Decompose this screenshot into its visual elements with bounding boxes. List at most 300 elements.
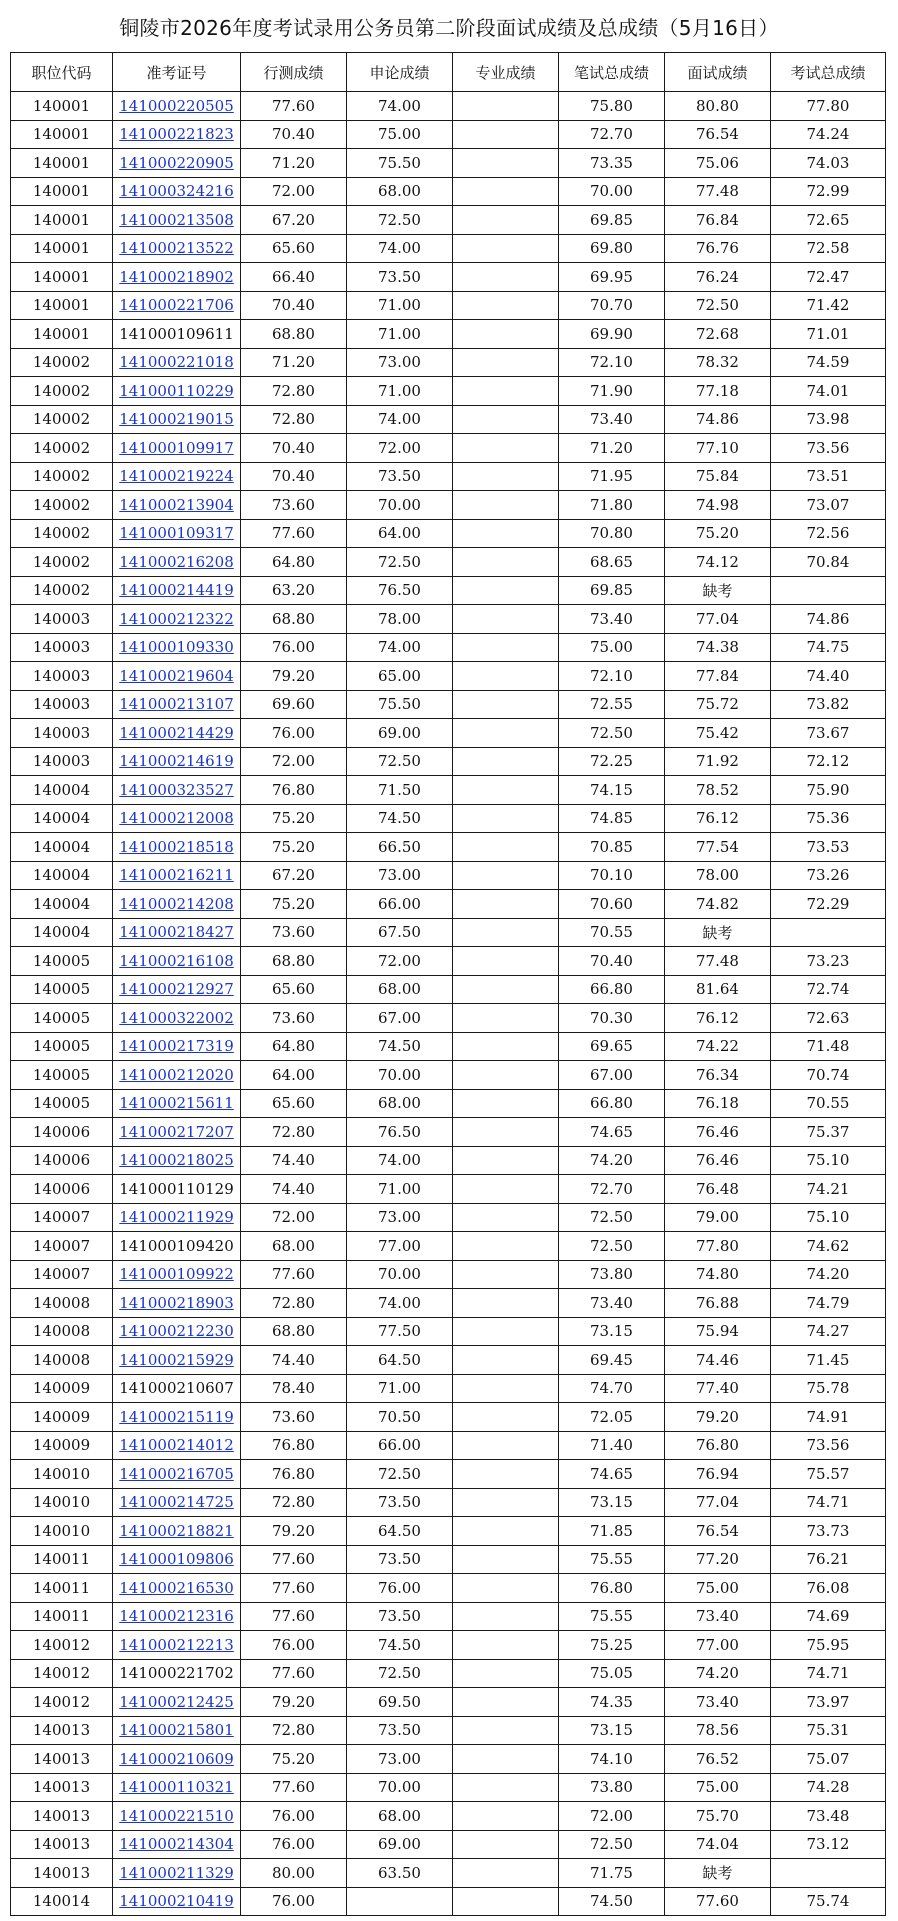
admission-number-cell: [113, 833, 241, 862]
admission-number-link[interactable]: 141000221510: [119, 1806, 234, 1825]
admission-number-cell: [113, 662, 241, 691]
admission-number-link[interactable]: 141000216705: [119, 1464, 234, 1483]
admission-number-link[interactable]: 141000218902: [119, 267, 234, 286]
written-total-cell: 74.65: [559, 1460, 665, 1489]
essay-score-cell: 74.50: [347, 1631, 453, 1660]
position-code-cell: 140006: [11, 1146, 113, 1175]
admission-number-cell: [113, 776, 241, 805]
table-row: [11, 633, 886, 662]
admission-number-cell: [113, 234, 241, 263]
essay-score-cell: 64.00: [347, 519, 453, 548]
admission-number-link[interactable]: 141000214012: [119, 1436, 234, 1455]
professional-score-cell: [453, 1260, 559, 1289]
admission-number-link[interactable]: 141000212230: [119, 1322, 234, 1341]
aptitude-score-cell: 70.40: [241, 291, 347, 320]
admission-number-link[interactable]: 141000109317: [119, 524, 234, 543]
final-total-cell: 75.07: [771, 1745, 886, 1774]
admission-number-link[interactable]: 141000110321: [119, 1778, 234, 1797]
admission-number-cell: [113, 605, 241, 634]
admission-number-link[interactable]: 141000214429: [119, 723, 234, 742]
admission-number-link[interactable]: 141000214725: [119, 1493, 234, 1512]
professional-score-cell: [453, 890, 559, 919]
interview-score-cell: 74.82: [665, 890, 771, 919]
professional-score-cell: [453, 804, 559, 833]
interview-score-cell: 76.24: [665, 263, 771, 292]
professional-score-cell: [453, 1175, 559, 1204]
admission-number-link[interactable]: 141000212213: [119, 1635, 234, 1654]
written-total-cell: 73.15: [559, 1488, 665, 1517]
aptitude-score-cell: 70.40: [241, 462, 347, 491]
final-total-cell: 75.10: [771, 1203, 886, 1232]
admission-number-link[interactable]: 141000215801: [119, 1721, 234, 1740]
aptitude-score-cell: 73.60: [241, 1004, 347, 1033]
position-code-cell: 140009: [11, 1403, 113, 1432]
admission-number-link[interactable]: 141000210609: [119, 1749, 234, 1768]
aptitude-score-cell: 71.20: [241, 348, 347, 377]
position-code-cell: 140003: [11, 690, 113, 719]
col-header-admission-number: 准考证号: [113, 53, 241, 92]
aptitude-score-cell: 77.60: [241, 1574, 347, 1603]
essay-score-cell: 74.00: [347, 1146, 453, 1175]
professional-score-cell: [453, 633, 559, 662]
admission-number-cell: [113, 1431, 241, 1460]
admission-number-link[interactable]: 141000215119: [119, 1407, 234, 1426]
final-total-cell: 73.23: [771, 947, 886, 976]
professional-score-cell: [453, 1488, 559, 1517]
written-total-cell: 70.30: [559, 1004, 665, 1033]
admission-number-link[interactable]: 141000217319: [119, 1037, 234, 1056]
professional-score-cell: [453, 1346, 559, 1375]
essay-score-cell: 68.00: [347, 1089, 453, 1118]
written-total-cell: 73.35: [559, 149, 665, 178]
final-total-cell: 74.28: [771, 1773, 886, 1802]
written-total-cell: 72.70: [559, 120, 665, 149]
professional-score-cell: [453, 1004, 559, 1033]
professional-score-cell: [453, 662, 559, 691]
written-total-cell: 70.85: [559, 833, 665, 862]
table-row: [11, 690, 886, 719]
essay-score-cell: 75.00: [347, 120, 453, 149]
final-total-cell: 73.51: [771, 462, 886, 491]
interview-score-cell: 缺考: [665, 1859, 771, 1888]
essay-score-cell: [347, 1887, 453, 1916]
aptitude-score-cell: 71.20: [241, 149, 347, 178]
written-total-cell: 72.55: [559, 690, 665, 719]
admission-number-cell: [113, 975, 241, 1004]
written-total-cell: 69.85: [559, 576, 665, 605]
position-code-cell: 140008: [11, 1346, 113, 1375]
admission-number-cell: [113, 719, 241, 748]
position-code-cell: 140002: [11, 377, 113, 406]
aptitude-score-cell: 65.60: [241, 975, 347, 1004]
professional-score-cell: [453, 1061, 559, 1090]
table-row: [11, 1403, 886, 1432]
aptitude-score-cell: 79.20: [241, 1517, 347, 1546]
col-header-aptitude-score: 行测成绩: [241, 53, 347, 92]
admission-number-cell: [113, 1602, 241, 1631]
table-row: [11, 234, 886, 263]
professional-score-cell: [453, 1659, 559, 1688]
admission-number-link[interactable]: 141000218025: [119, 1151, 234, 1170]
interview-score-cell: 76.34: [665, 1061, 771, 1090]
written-total-cell: 74.15: [559, 776, 665, 805]
admission-number-link[interactable]: 141000214619: [119, 752, 234, 771]
position-code-cell: 140002: [11, 548, 113, 577]
aptitude-score-cell: 73.60: [241, 918, 347, 947]
admission-number-link[interactable]: 141000212008: [119, 809, 234, 828]
essay-score-cell: 71.00: [347, 377, 453, 406]
interview-score-cell: 77.00: [665, 1631, 771, 1660]
essay-score-cell: 65.00: [347, 662, 453, 691]
admission-number-link[interactable]: 141000218903: [119, 1293, 234, 1312]
essay-score-cell: 69.00: [347, 1830, 453, 1859]
position-code-cell: 140001: [11, 263, 113, 292]
interview-score-cell: 77.48: [665, 947, 771, 976]
position-code-cell: 140013: [11, 1773, 113, 1802]
table-row: [11, 1118, 886, 1147]
interview-score-cell: 76.88: [665, 1289, 771, 1318]
admission-number-cell: [113, 519, 241, 548]
professional-score-cell: [453, 1745, 559, 1774]
interview-score-cell: 76.54: [665, 1517, 771, 1546]
final-total-cell: 75.37: [771, 1118, 886, 1147]
final-total-cell: 74.75: [771, 633, 886, 662]
position-code-cell: 140009: [11, 1374, 113, 1403]
admission-number-link[interactable]: 141000218427: [119, 923, 234, 942]
admission-number-link[interactable]: 141000109917: [119, 438, 234, 457]
aptitude-score-cell: 77.60: [241, 1260, 347, 1289]
table-row: [11, 1830, 886, 1859]
admission-number-cell: [113, 690, 241, 719]
aptitude-score-cell: 77.60: [241, 1773, 347, 1802]
essay-score-cell: 67.50: [347, 918, 453, 947]
aptitude-score-cell: 75.20: [241, 833, 347, 862]
essay-score-cell: 74.50: [347, 804, 453, 833]
admission-number-link[interactable]: 141000213107: [119, 695, 234, 714]
admission-number-link[interactable]: 141000210419: [119, 1892, 234, 1911]
col-header-interview-score: 面试成绩: [665, 53, 771, 92]
aptitude-score-cell: 68.80: [241, 947, 347, 976]
essay-score-cell: 71.00: [347, 1374, 453, 1403]
final-total-cell: 72.63: [771, 1004, 886, 1033]
admission-number-link[interactable]: 141000323527: [119, 780, 234, 799]
table-body: [11, 92, 886, 1916]
admission-number-link[interactable]: 141000324216: [119, 182, 234, 201]
essay-score-cell: 76.50: [347, 1118, 453, 1147]
professional-score-cell: [453, 1289, 559, 1318]
admission-number-link[interactable]: 141000216108: [119, 951, 234, 970]
essay-score-cell: 73.00: [347, 1203, 453, 1232]
essay-score-cell: 72.50: [347, 206, 453, 235]
aptitude-score-cell: 72.80: [241, 377, 347, 406]
admission-number-link[interactable]: 141000221706: [119, 296, 234, 315]
aptitude-score-cell: 76.00: [241, 1631, 347, 1660]
final-total-cell: 73.73: [771, 1517, 886, 1546]
interview-score-cell: 79.00: [665, 1203, 771, 1232]
table-row: [11, 1716, 886, 1745]
professional-score-cell: [453, 861, 559, 890]
admission-number-link[interactable]: 141000219224: [119, 467, 234, 486]
table-row: [11, 1460, 886, 1489]
final-total-cell: 74.62: [771, 1232, 886, 1261]
final-total-cell: 75.74: [771, 1887, 886, 1916]
aptitude-score-cell: 73.60: [241, 491, 347, 520]
professional-score-cell: [453, 434, 559, 463]
professional-score-cell: [453, 1374, 559, 1403]
table-row: [11, 1232, 886, 1261]
admission-number-link[interactable]: 141000215611: [119, 1094, 234, 1113]
interview-score-cell: 77.60: [665, 1887, 771, 1916]
final-total-cell: 74.71: [771, 1659, 886, 1688]
final-total-cell: 72.65: [771, 206, 886, 235]
final-total-cell: 71.42: [771, 291, 886, 320]
final-total-cell: [771, 576, 886, 605]
professional-score-cell: [453, 548, 559, 577]
written-total-cell: 72.50: [559, 719, 665, 748]
final-total-cell: 73.67: [771, 719, 886, 748]
written-total-cell: 70.55: [559, 918, 665, 947]
interview-score-cell: 76.80: [665, 1431, 771, 1460]
table-row: [11, 1061, 886, 1090]
position-code-cell: 140011: [11, 1574, 113, 1603]
table-row: [11, 804, 886, 833]
table-row: [11, 1346, 886, 1375]
admission-number-link[interactable]: 141000211929: [119, 1208, 234, 1227]
aptitude-score-cell: 76.80: [241, 776, 347, 805]
position-code-cell: 140002: [11, 434, 113, 463]
admission-number-link[interactable]: 141000212316: [119, 1607, 234, 1626]
aptitude-score-cell: 79.20: [241, 1688, 347, 1717]
table-row: [11, 206, 886, 235]
admission-number-link[interactable]: 141000218821: [119, 1521, 234, 1540]
professional-score-cell: [453, 348, 559, 377]
final-total-cell: 75.10: [771, 1146, 886, 1175]
table-row: [11, 291, 886, 320]
table-row: [11, 918, 886, 947]
admission-number-link[interactable]: 141000221018: [119, 353, 234, 372]
written-total-cell: 71.85: [559, 1517, 665, 1546]
table-row: [11, 1488, 886, 1517]
admission-number-link[interactable]: 141000213522: [119, 239, 234, 258]
table-row: [11, 1631, 886, 1660]
professional-score-cell: [453, 1688, 559, 1717]
professional-score-cell: [453, 1545, 559, 1574]
final-total-cell: 75.31: [771, 1716, 886, 1745]
aptitude-score-cell: 76.00: [241, 633, 347, 662]
aptitude-score-cell: 74.40: [241, 1175, 347, 1204]
aptitude-score-cell: 76.00: [241, 1802, 347, 1831]
position-code-cell: 140005: [11, 947, 113, 976]
professional-score-cell: [453, 1802, 559, 1831]
aptitude-score-cell: 74.40: [241, 1146, 347, 1175]
professional-score-cell: [453, 975, 559, 1004]
admission-number-cell: [113, 947, 241, 976]
written-total-cell: 74.85: [559, 804, 665, 833]
admission-number-cell: [113, 1346, 241, 1375]
essay-score-cell: 77.00: [347, 1232, 453, 1261]
admission-number-link[interactable]: 141000212425: [119, 1692, 234, 1711]
admission-number-cell: [113, 1574, 241, 1603]
aptitude-score-cell: 79.20: [241, 662, 347, 691]
interview-score-cell: 77.04: [665, 605, 771, 634]
admission-number-cell: [113, 149, 241, 178]
admission-number-cell: [113, 120, 241, 149]
admission-number-link[interactable]: 141000109806: [119, 1550, 234, 1569]
position-code-cell: 140001: [11, 234, 113, 263]
table-row: [11, 1175, 886, 1204]
essay-score-cell: 70.00: [347, 1260, 453, 1289]
interview-score-cell: 79.20: [665, 1403, 771, 1432]
final-total-cell: 70.84: [771, 548, 886, 577]
final-total-cell: 74.24: [771, 120, 886, 149]
table-row: [11, 1089, 886, 1118]
professional-score-cell: [453, 1602, 559, 1631]
table-row: [11, 1203, 886, 1232]
final-total-cell: 73.98: [771, 405, 886, 434]
aptitude-score-cell: 67.20: [241, 206, 347, 235]
professional-score-cell: [453, 747, 559, 776]
position-code-cell: 140005: [11, 1004, 113, 1033]
final-total-cell: 72.74: [771, 975, 886, 1004]
final-total-cell: 76.21: [771, 1545, 886, 1574]
admission-number-link[interactable]: 141000109330: [119, 638, 234, 657]
admission-number-link[interactable]: 141000220505: [119, 96, 234, 115]
position-code-cell: 140013: [11, 1802, 113, 1831]
professional-score-cell: [453, 833, 559, 862]
aptitude-score-cell: 72.80: [241, 405, 347, 434]
admission-number-link[interactable]: 141000216530: [119, 1578, 234, 1597]
admission-number-cell: [113, 377, 241, 406]
position-code-cell: 140007: [11, 1260, 113, 1289]
admission-number-link[interactable]: 141000215929: [119, 1350, 234, 1369]
admission-number-link[interactable]: 141000322002: [119, 1008, 234, 1027]
position-code-cell: 140013: [11, 1859, 113, 1888]
professional-score-cell: [453, 1517, 559, 1546]
written-total-cell: 71.80: [559, 491, 665, 520]
admission-number-link[interactable]: 141000216208: [119, 552, 234, 571]
admission-number-link[interactable]: 141000214419: [119, 581, 234, 600]
admission-number-cell: [113, 918, 241, 947]
admission-number-cell: [113, 1118, 241, 1147]
final-total-cell: 76.08: [771, 1574, 886, 1603]
interview-score-cell: 77.84: [665, 662, 771, 691]
final-total-cell: 75.78: [771, 1374, 886, 1403]
position-code-cell: 140004: [11, 861, 113, 890]
position-code-cell: 140007: [11, 1203, 113, 1232]
essay-score-cell: 73.00: [347, 861, 453, 890]
aptitude-score-cell: 72.00: [241, 1203, 347, 1232]
written-total-cell: 76.80: [559, 1574, 665, 1603]
written-total-cell: 71.90: [559, 377, 665, 406]
admission-number-link[interactable]: 141000218518: [119, 837, 234, 856]
admission-number-link[interactable]: 141000212322: [119, 609, 234, 628]
interview-score-cell: 75.70: [665, 1802, 771, 1831]
col-header-position-code: 职位代码: [11, 53, 113, 92]
admission-number-link[interactable]: 141000211329: [119, 1863, 234, 1882]
admission-number-link[interactable]: 141000212020: [119, 1065, 234, 1084]
aptitude-score-cell: 76.00: [241, 1830, 347, 1859]
written-total-cell: 72.00: [559, 1802, 665, 1831]
interview-score-cell: 71.92: [665, 747, 771, 776]
written-total-cell: 72.25: [559, 747, 665, 776]
admission-number-link[interactable]: 141000213508: [119, 210, 234, 229]
admission-number-link[interactable]: 141000219015: [119, 410, 234, 429]
essay-score-cell: 76.50: [347, 576, 453, 605]
interview-score-cell: 78.32: [665, 348, 771, 377]
essay-score-cell: 74.00: [347, 1289, 453, 1318]
table-row: [11, 120, 886, 149]
final-total-cell: 77.80: [771, 92, 886, 121]
aptitude-score-cell: 76.80: [241, 1460, 347, 1489]
essay-score-cell: 66.50: [347, 833, 453, 862]
admission-number-link[interactable]: 141000109922: [119, 1265, 234, 1284]
aptitude-score-cell: 77.60: [241, 1659, 347, 1688]
professional-score-cell: [453, 263, 559, 292]
final-total-cell: 74.01: [771, 377, 886, 406]
admission-number-cell: [113, 1089, 241, 1118]
admission-number-link[interactable]: 141000220905: [119, 153, 234, 172]
written-total-cell: 75.25: [559, 1631, 665, 1660]
admission-number-link[interactable]: 141000219604: [119, 666, 234, 685]
position-code-cell: 140004: [11, 890, 113, 919]
position-code-cell: 140001: [11, 92, 113, 121]
table-row: [11, 975, 886, 1004]
essay-score-cell: 70.00: [347, 491, 453, 520]
table-row: [11, 747, 886, 776]
admission-number-link[interactable]: 141000212927: [119, 980, 234, 999]
table-row: [11, 519, 886, 548]
table-row: [11, 1887, 886, 1916]
admission-number-cell: [113, 1887, 241, 1916]
admission-number-link[interactable]: 141000110229: [119, 381, 234, 400]
admission-number-link[interactable]: 141000214304: [119, 1835, 234, 1854]
admission-number-cell: [113, 1289, 241, 1318]
admission-number-cell: [113, 1146, 241, 1175]
aptitude-score-cell: 73.60: [241, 1403, 347, 1432]
professional-score-cell: [453, 719, 559, 748]
final-total-cell: 73.12: [771, 1830, 886, 1859]
admission-number-link[interactable]: 141000214208: [119, 894, 234, 913]
final-total-cell: 73.07: [771, 491, 886, 520]
table-row: [11, 92, 886, 121]
essay-score-cell: 74.50: [347, 1032, 453, 1061]
admission-number-cell: [113, 861, 241, 890]
table-row: [11, 320, 886, 349]
admission-number-link[interactable]: 141000213904: [119, 495, 234, 514]
professional-score-cell: [453, 491, 559, 520]
aptitude-score-cell: 65.60: [241, 234, 347, 263]
position-code-cell: 140004: [11, 776, 113, 805]
admission-number-link[interactable]: 141000217207: [119, 1122, 234, 1141]
aptitude-score-cell: 66.40: [241, 263, 347, 292]
aptitude-score-cell: 80.00: [241, 1859, 347, 1888]
admission-number-link[interactable]: 141000216211: [119, 866, 234, 885]
final-total-cell: 72.29: [771, 890, 886, 919]
admission-number-cell: [113, 92, 241, 121]
essay-score-cell: 72.50: [347, 747, 453, 776]
final-total-cell: 70.74: [771, 1061, 886, 1090]
written-total-cell: 72.50: [559, 1203, 665, 1232]
interview-score-cell: 74.04: [665, 1830, 771, 1859]
essay-score-cell: 66.00: [347, 1431, 453, 1460]
admission-number-link[interactable]: 141000221823: [119, 125, 234, 144]
aptitude-score-cell: 63.20: [241, 576, 347, 605]
interview-score-cell: 78.00: [665, 861, 771, 890]
written-total-cell: 72.10: [559, 662, 665, 691]
essay-score-cell: 68.00: [347, 177, 453, 206]
essay-score-cell: 69.00: [347, 719, 453, 748]
admission-number-cell: [113, 1061, 241, 1090]
